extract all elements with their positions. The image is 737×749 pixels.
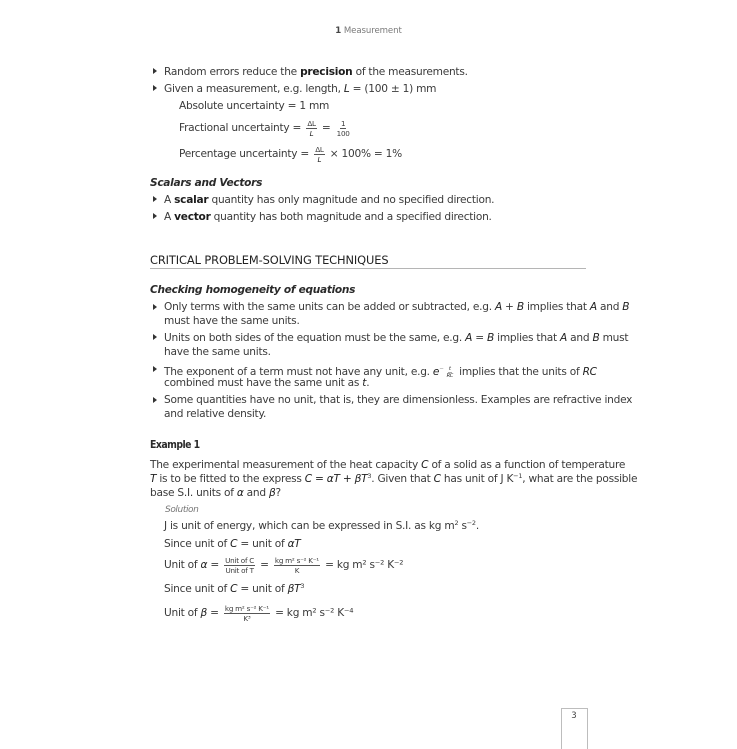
result: = kg m² s⁻² K⁻² — [325, 559, 404, 571]
solution-label: Solution — [165, 505, 199, 515]
text: The exponent of a term must not have any unit, e.g. — [164, 366, 433, 378]
denominator: RC — [446, 373, 454, 379]
var-beta: β — [268, 487, 276, 499]
var-B: B — [622, 301, 630, 313]
text: Unit of — [164, 607, 201, 619]
text: A — [164, 211, 175, 223]
percentage-tail: × 100% = 1% — [329, 148, 402, 160]
var-A: A — [494, 301, 502, 313]
fraction-units — [224, 604, 270, 623]
text: . Given that — [371, 473, 434, 485]
denominator: L — [317, 154, 322, 164]
denominator: Unit of T — [225, 565, 254, 575]
superscript: −1 — [513, 472, 523, 480]
text: has unit of J K — [440, 473, 514, 485]
bullet-dimensionless-line2: and relative density. — [164, 408, 267, 420]
var-alpha: α — [236, 487, 244, 499]
var-RC: RC — [582, 366, 597, 378]
equals: = — [207, 607, 219, 619]
bold-term: vector — [174, 211, 211, 223]
text: Unit of — [164, 559, 201, 571]
var-C: C — [230, 583, 238, 595]
text: is to be fitted to the express — [156, 473, 305, 485]
text: Units on both sides of the equation must be the same, e.g. — [164, 332, 466, 344]
equals: = — [260, 559, 269, 571]
chapter-number: 1 — [335, 26, 342, 36]
page-number: 3 — [571, 711, 577, 721]
superscript: 3 — [367, 472, 372, 480]
fraction-dl-over-l — [314, 145, 324, 164]
fraction-1-over-100 — [336, 119, 351, 138]
exponent-minus: − — [439, 366, 444, 372]
label: Percentage uncertainty = — [179, 148, 310, 160]
percentage-uncertainty — [179, 141, 402, 167]
numerator: kg m² s⁻² K⁻¹ — [274, 555, 319, 565]
bullet-vector — [164, 210, 492, 224]
text: and — [567, 332, 593, 344]
denominator: K — [294, 565, 300, 575]
var-B: B — [592, 332, 600, 344]
text: quantity has only magnitude and no specified direction. — [208, 194, 495, 206]
text: A — [164, 194, 175, 206]
fraction-units — [274, 556, 320, 575]
var-L: L — [343, 83, 350, 95]
numerator: t — [448, 366, 451, 372]
var-A: A — [560, 332, 568, 344]
operator: + — [501, 301, 517, 313]
section-title: CRITICAL PROBLEM-SOLVING TECHNIQUES — [150, 253, 389, 267]
bold-term: precision — [300, 66, 353, 78]
text: and — [243, 487, 269, 499]
text: Given a measurement, e.g. length, — [164, 83, 344, 95]
question-line-1 — [150, 458, 625, 472]
text: Random errors reduce the — [164, 66, 301, 78]
denominator: K³ — [243, 613, 251, 623]
var-C: C — [230, 538, 238, 550]
numerator: ΔL — [307, 118, 316, 128]
fractional-uncertainty — [179, 115, 353, 141]
bullet-icon — [153, 68, 157, 74]
denominator: L — [309, 128, 314, 138]
text: Since unit of — [164, 583, 231, 595]
var-B: B — [486, 332, 495, 344]
var-C: C — [421, 459, 429, 471]
denominator: 100 — [336, 128, 350, 138]
bullet-both-sides-line2: have the same units. — [164, 346, 271, 358]
bullet-same-units-add-line2: must have the same units. — [164, 315, 300, 327]
text: ? — [275, 487, 281, 499]
question-line-2 — [150, 472, 637, 486]
superscript: 2 — [454, 519, 459, 527]
var-alpha: α — [200, 559, 208, 571]
subheading-scalars-vectors: Scalars and Vectors — [150, 177, 263, 189]
bullet-scalar — [164, 193, 494, 207]
numerator: 1 — [340, 118, 346, 128]
text: Only terms with the same units can be added or subtracted, e.g. — [164, 301, 495, 313]
text: , what are the possible — [522, 473, 638, 485]
running-head — [0, 26, 737, 36]
bullet-random-errors — [164, 65, 468, 79]
equation: C = αT + βT — [304, 473, 368, 485]
solution-line-5 — [164, 600, 353, 626]
chapter-title: Measurement — [343, 26, 402, 36]
bullet-given-measurement — [164, 82, 436, 96]
numerator: Unit of C — [225, 555, 255, 565]
text: must — [599, 332, 629, 344]
text: Since unit of — [164, 538, 231, 550]
bullet-icon — [153, 85, 157, 91]
solution-line-4 — [164, 582, 304, 596]
text: implies that — [494, 332, 561, 344]
text: . — [475, 520, 479, 532]
var-C: C — [433, 473, 441, 485]
bullet-exponent-line2 — [164, 376, 369, 390]
text: base S.I. units of — [150, 487, 237, 499]
var-A: A — [589, 301, 597, 313]
bullet-same-units-add — [164, 300, 629, 314]
bullet-icon — [153, 366, 157, 372]
text: = unit of — [237, 583, 288, 595]
var-betaT: βT — [287, 583, 301, 595]
text: quantity has both magnitude and a specified direction. — [210, 211, 492, 223]
fraction-dl-over-l — [306, 119, 316, 138]
bullet-icon — [153, 304, 157, 310]
text: and — [596, 301, 623, 313]
superscript: 3 — [300, 582, 305, 590]
bullet-icon — [153, 196, 157, 202]
solution-line-2 — [164, 537, 301, 551]
text: = (100 ± 1) mm — [349, 83, 437, 95]
bullet-dimensionless: Some quantities have no unit, that is, they are dimensionless. Examples are refractive index — [164, 394, 633, 406]
question-line-3 — [150, 486, 281, 500]
solution-line-3 — [164, 552, 403, 578]
var-e: e — [432, 366, 440, 378]
numerator: ΔL — [315, 144, 324, 154]
equals: = — [207, 559, 219, 571]
var-A: A — [465, 332, 473, 344]
result: = kg m² s⁻² K⁻⁴ — [275, 607, 354, 619]
example-title: Example 1 — [150, 439, 200, 451]
var-t: t — [362, 377, 367, 389]
fraction-unitC-over-unitT — [224, 556, 255, 575]
var-B: B — [516, 301, 524, 313]
section-rule — [150, 268, 586, 269]
text: of the measurements. — [352, 66, 468, 78]
subheading-homogeneity: Checking homogeneity of equations — [150, 284, 356, 296]
bullet-icon — [153, 397, 157, 403]
operator: = — [472, 332, 487, 344]
absolute-uncertainty: Absolute uncertainty = 1 mm — [179, 100, 330, 112]
label: Fractional uncertainty = — [179, 122, 302, 134]
text: The experimental measurement of the heat capacity — [150, 459, 422, 471]
equals: = — [321, 122, 331, 134]
exponent-fraction — [446, 366, 454, 379]
superscript: −2 — [466, 519, 476, 527]
bullet-icon — [153, 213, 157, 219]
bold-term: scalar — [174, 194, 209, 206]
solution-line-1 — [164, 519, 479, 533]
bullet-icon — [153, 334, 157, 340]
text: s — [458, 520, 467, 532]
text: of a solid as a function of temperature — [428, 459, 626, 471]
text: combined must have the same unit as — [164, 377, 363, 389]
bullet-both-sides — [164, 331, 628, 345]
text: implies that — [523, 301, 590, 313]
text: . — [366, 377, 370, 389]
var-T: T — [150, 473, 157, 485]
var-alphaT: αT — [287, 538, 301, 550]
numerator: kg m² s⁻² K⁻¹ — [224, 603, 269, 613]
text: J is unit of energy, which can be expressed in S.I. as kg m — [164, 520, 455, 532]
text: = unit of — [237, 538, 288, 550]
var-beta: β — [200, 607, 208, 619]
text: implies that the units of — [456, 366, 583, 378]
